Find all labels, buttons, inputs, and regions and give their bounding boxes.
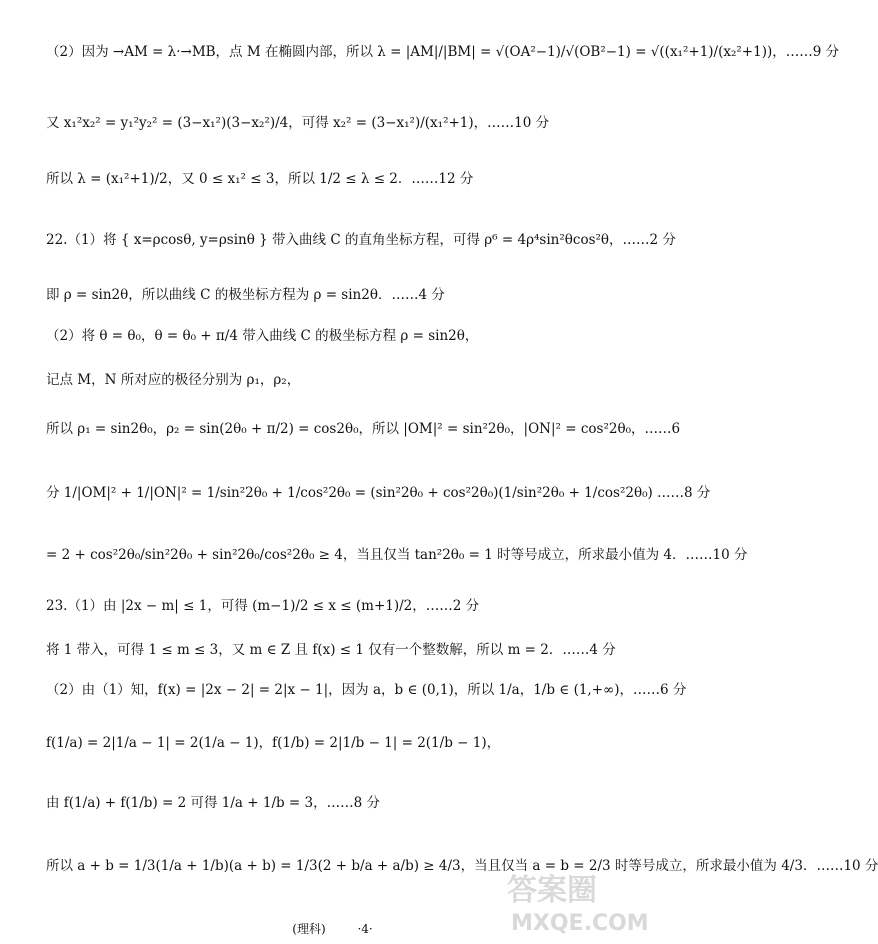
text-line: 22.（1）将 { x=ρcosθ, y=ρsinθ } 带入曲线 C 的直角坐标方程，可得 ρ⁶ = 4ρ⁴sin²θcos²θ，……2 分 — [46, 232, 676, 248]
watermark-domain: MXQE.COM — [511, 911, 649, 936]
text-line: 所以 λ = (x₁²+1)/2，又 0 ≤ x₁² ≤ 3，所以 1/2 ≤ λ ≤ 2．……12 分 — [46, 171, 474, 187]
text-line: = 2 + cos²2θ₀/sin²2θ₀ + sin²2θ₀/cos²2θ₀ ≥ 4，当且仅当 tan²2θ₀ = 1 时等号成立，所求最小值为 4．……10 分 — [46, 547, 748, 563]
text-line: 又 x₁²x₂² = y₁²y₂² = (3−x₁²)(3−x₂²)/4，可得 x₂² = (3−x₁²)/(x₁²+1)，……10 分 — [46, 115, 550, 131]
text-line: （2）将 θ = θ₀，θ = θ₀ + π/4 带入曲线 C 的极坐标方程 ρ = sin2θ， — [46, 328, 479, 344]
text-line: 将 1 带入，可得 1 ≤ m ≤ 3，又 m ∈ Z 且 f(x) ≤ 1 仅有一个整数解，所以 m = 2．……4 分 — [46, 642, 616, 658]
text-line: 所以 ρ₁ = sin2θ₀，ρ₂ = sin(2θ₀ + π/2) = cos2θ₀，所以 |OM|² = sin²2θ₀，|ON|² = cos²2θ₀，……6 — [46, 421, 681, 437]
footer-page-number: ·4· — [357, 922, 373, 936]
text-line: 即 ρ = sin2θ，所以曲线 C 的极坐标方程为 ρ = sin2θ．……4 分 — [46, 287, 445, 303]
watermark-text: 答案圈 — [507, 873, 597, 908]
text-line: f(1/a) = 2|1/a − 1| = 2(1/a − 1)，f(1/b) = 2|1/b − 1| = 2(1/b − 1)， — [46, 735, 501, 751]
text-line: 23.（1）由 |2x − m| ≤ 1，可得 (m−1)/2 ≤ x ≤ (m+1)/2，……2 分 — [46, 598, 480, 614]
watermark-logo — [497, 866, 657, 938]
text-line: 由 f(1/a) + f(1/b) = 2 可得 1/a + 1/b = 3，……8 分 — [46, 795, 380, 811]
footer-subject: (理科) — [292, 922, 326, 936]
text-line: 分 1/|OM|² + 1/|ON|² = 1/sin²2θ₀ + 1/cos²2θ₀ = (sin²2θ₀ + cos²2θ₀)(1/sin²2θ₀ + 1/cos²2θ₀) ……8 分 — [46, 485, 711, 501]
text-line: 记点 M，N 所对应的极径分别为 ρ₁，ρ₂， — [46, 372, 301, 388]
text-line: 所以 a + b = 1/3(1/a + 1/b)(a + b) = 1/3(2 + b/a + a/b) ≥ 4/3，当且仅当 a = b = 2/3 时等号成立，所求最小值为 4/3．……10 分 — [46, 858, 878, 874]
text-line: （2）因为 →AM = λ·→MB，点 M 在椭圆内部，所以 λ = |AM|/|BM| = √(OA²−1)/√(OB²−1) = √((x₁²+1)/(x₂²+1))，……9 分 — [46, 44, 840, 60]
text-line: （2）由（1）知，f(x) = |2x − 2| = 2|x − 1|，因为 a，b ∈ (0,1)，所以 1/a，1/b ∈ (1,+∞)，……6 分 — [46, 682, 687, 698]
